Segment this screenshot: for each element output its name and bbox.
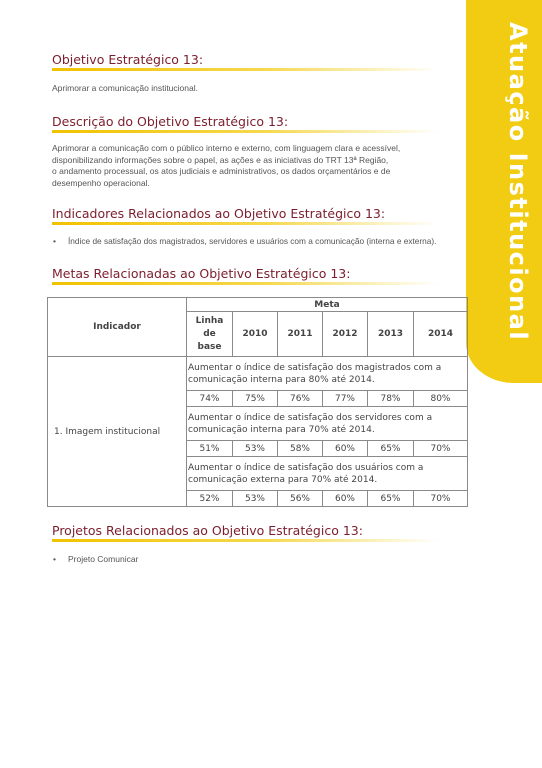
goal-description bbox=[187, 357, 468, 391]
indicadores-heading: Indicadores Relacionados ao Objetivo Estratégico 13: bbox=[52, 206, 386, 221]
goal-line: comunicação interna para 70% até 2014. bbox=[188, 424, 375, 435]
value-cell: 53% bbox=[233, 441, 278, 457]
value-cell: 75% bbox=[233, 391, 278, 407]
side-title: Atuação Institucional bbox=[504, 22, 532, 342]
descricao-line: desempenho operacional. bbox=[52, 177, 150, 188]
value-cell: 70% bbox=[414, 441, 468, 457]
metas-heading: Metas Relacionadas ao Objetivo Estratégico 13: bbox=[52, 266, 351, 281]
projetos-bullet: • bbox=[53, 554, 56, 564]
goal-description bbox=[187, 457, 468, 491]
objetivo-heading: Objetivo Estratégico 13: bbox=[52, 52, 204, 67]
descricao-line: o andamento processual, os atos judiciais e administrativos, os dados orçamentários e de bbox=[52, 166, 391, 176]
value-cell: 76% bbox=[278, 391, 323, 407]
linha-base-header bbox=[187, 312, 233, 357]
descricao-line: disponibilizando informações sobre o papel, as ações e as iniciativas do TRT 13ª Região, bbox=[52, 154, 389, 165]
value-cell: 80% bbox=[414, 391, 468, 407]
meta-header: Meta bbox=[187, 298, 468, 312]
indicadores-rule bbox=[52, 222, 440, 225]
descricao-rule bbox=[52, 130, 440, 133]
value-cell: 65% bbox=[368, 491, 414, 507]
linha-base-word: de bbox=[203, 328, 216, 339]
year-header: 2011 bbox=[278, 312, 323, 357]
value-cell: 74% bbox=[187, 391, 233, 407]
indicadores-item: Índice de satisfação dos magistrados, servidores e usuários com a comunicação (interna e externa). bbox=[68, 236, 437, 246]
linha-base-word: base bbox=[197, 341, 222, 352]
metas-table bbox=[47, 297, 468, 507]
goal-line: comunicação interna para 80% até 2014. bbox=[188, 374, 375, 385]
objetivo-text: Aprimorar a comunicação institucional. bbox=[52, 83, 198, 93]
descricao-line: Aprimorar a comunicação com o público interno e externo, com linguagem clara e acessível, bbox=[52, 143, 401, 153]
value-cell: 51% bbox=[187, 441, 233, 457]
year-header: 2010 bbox=[233, 312, 278, 357]
value-cell: 53% bbox=[233, 491, 278, 507]
goal-description bbox=[187, 407, 468, 441]
goal-line: Aumentar o índice de satisfação dos servidores com a bbox=[188, 412, 433, 423]
projetos-rule bbox=[52, 539, 440, 542]
projetos-item: Projeto Comunicar bbox=[68, 554, 139, 564]
descricao-heading: Descrição do Objetivo Estratégico 13: bbox=[52, 114, 289, 129]
linha-base-word: Linha bbox=[195, 315, 224, 326]
value-cell: 56% bbox=[278, 491, 323, 507]
goal-line: comunicação externa para 70% até 2014. bbox=[188, 474, 378, 485]
year-header: 2014 bbox=[414, 312, 468, 357]
year-header: 2013 bbox=[368, 312, 414, 357]
value-cell: 60% bbox=[323, 491, 368, 507]
descricao-text bbox=[52, 143, 400, 189]
objetivo-rule bbox=[52, 68, 440, 71]
indicadores-bullet: • bbox=[53, 236, 56, 246]
projetos-heading: Projetos Relacionados ao Objetivo Estratégico 13: bbox=[52, 523, 363, 538]
table-row bbox=[48, 298, 468, 312]
value-cell: 58% bbox=[278, 441, 323, 457]
year-header: 2012 bbox=[323, 312, 368, 357]
table-row bbox=[48, 357, 468, 391]
goal-line: Aumentar o índice de satisfação dos magistrados com a bbox=[188, 362, 442, 373]
value-cell: 70% bbox=[414, 491, 468, 507]
indicador-header: Indicador bbox=[48, 298, 187, 357]
value-cell: 52% bbox=[187, 491, 233, 507]
value-cell: 65% bbox=[368, 441, 414, 457]
indicador-name: 1. Imagem institucional bbox=[48, 357, 187, 507]
value-cell: 78% bbox=[368, 391, 414, 407]
goal-line: Aumentar o índice de satisfação dos usuários com a bbox=[188, 462, 424, 473]
metas-rule bbox=[52, 282, 440, 285]
value-cell: 60% bbox=[323, 441, 368, 457]
value-cell: 77% bbox=[323, 391, 368, 407]
